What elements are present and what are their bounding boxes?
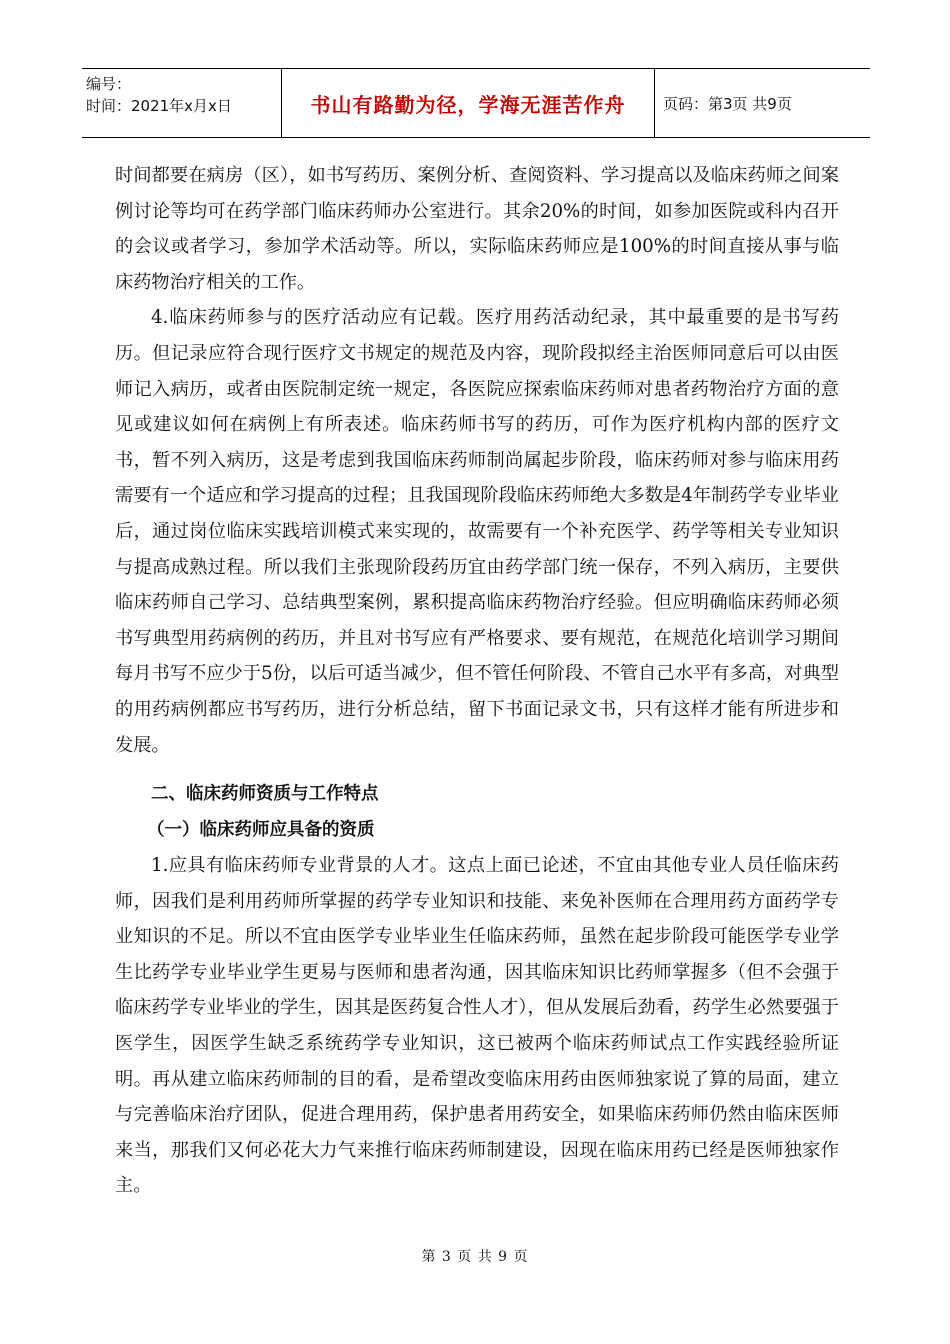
paragraph-continued: 时间都要在病房（区），如书写药历、案例分析、查阅资料、学习提高以及临床药师之间案例讨论等均可在药学部门临床药师办公室进行。其余20%的时间，如参加医院或科内召开的会议或者学习，参加学术活动等。所以，实际临床药师应是100%的时间直接从事与临床药物治疗相关的工作。 <box>115 165 839 293</box>
header-motto: 书山有路勤为径，学海无涯苦作舟 <box>282 69 655 137</box>
page-header <box>82 68 870 138</box>
subsection-heading: （一）临床药师应具备的资质 <box>147 820 375 841</box>
document-body <box>115 158 839 1204</box>
section-heading: 二、临床药师资质与工作特点 <box>151 784 379 805</box>
paragraph-4: 4.临床药师参与的医疗活动应有记载。医疗用药活动纪录，其中最重要的是书写药历。但记录应符合现行医疗文书规定的规范及内容，现阶段拟经主治医师同意后可以由医师记入病历，或者由医院制定统一规定，各医院应探索临床药师对患者药物治疗方面的意见或建议如何在病例上有所表述。临床药师书写的药历，可作为医疗机构内部的医疗文书，暂不列入病历，这是考虑到我国临床药师制尚属起步阶段，临床药师对参与临床用药需要有一个适应和学习提高的过程；且我国现阶段临床药师绝大多数是4年制药学专业毕业后，通过岗位临床实践培训模式来实现的，故需要有一个补充医学、药学等相关专业知识与提高成熟过程。所以我们主张现阶段药历宜由药学部门统一保存，不列入病历，主要供临床药师自己学习、总结典型案例，累积提高临床药物治疗经验。但应明确临床药师必须书写典型用药病例的药历，并且对书写应有严格要求、要有规范，在规范化培训学习期间每月书写不应少于5份，以后可适当减少，但不管任何阶段、不管自己水平有多高，对典型的用药病例都应书写药历，进行分析总结，留下书面记录文书，只有这样才能有所进步和发展。 <box>115 307 839 756</box>
section-gap <box>115 763 839 777</box>
paragraph-1: 1.应具有临床药师专业背景的人才。这点上面已论述，不宜由其他专业人员任临床药师，因我们是利用药师所掌握的药学专业知识和技能、来免补医师在合理用药方面药学专业知识的不足。所以不宜由医学专业毕业生任临床药师，虽然在起步阶段可能医学专业学生比药学专业毕业学生更易与医师和患者沟通，因其临床知识比药师掌握多（但不会强于临床药学专业毕业的学生，因其是医药复合性人才），但从发展后劲看，药学生必然要强于医学生，因医学生缺乏系统药学专业知识，这已被两个临床药师试点工作实践经验所证明。再从建立临床药师制的目的看，是希望改变临床用药由医师独家说了算的局面，建立与完善临床治疗团队，促进合理用药，保护患者用药安全，如果临床药师仍然由临床医师来当，那我们又何必花大力气来推行临床药师制建设，因现在临床用药已经是医师独家作主。 <box>115 855 839 1197</box>
header-number-label: 编号： <box>86 75 132 93</box>
page-footer: 第 3 页 共 9 页 <box>421 1249 529 1265</box>
header-date-label: 时间：2021年x月x日 <box>86 97 232 115</box>
header-left-cell <box>82 69 282 137</box>
header-page-info: 页码：第3页 共9页 <box>663 94 792 113</box>
